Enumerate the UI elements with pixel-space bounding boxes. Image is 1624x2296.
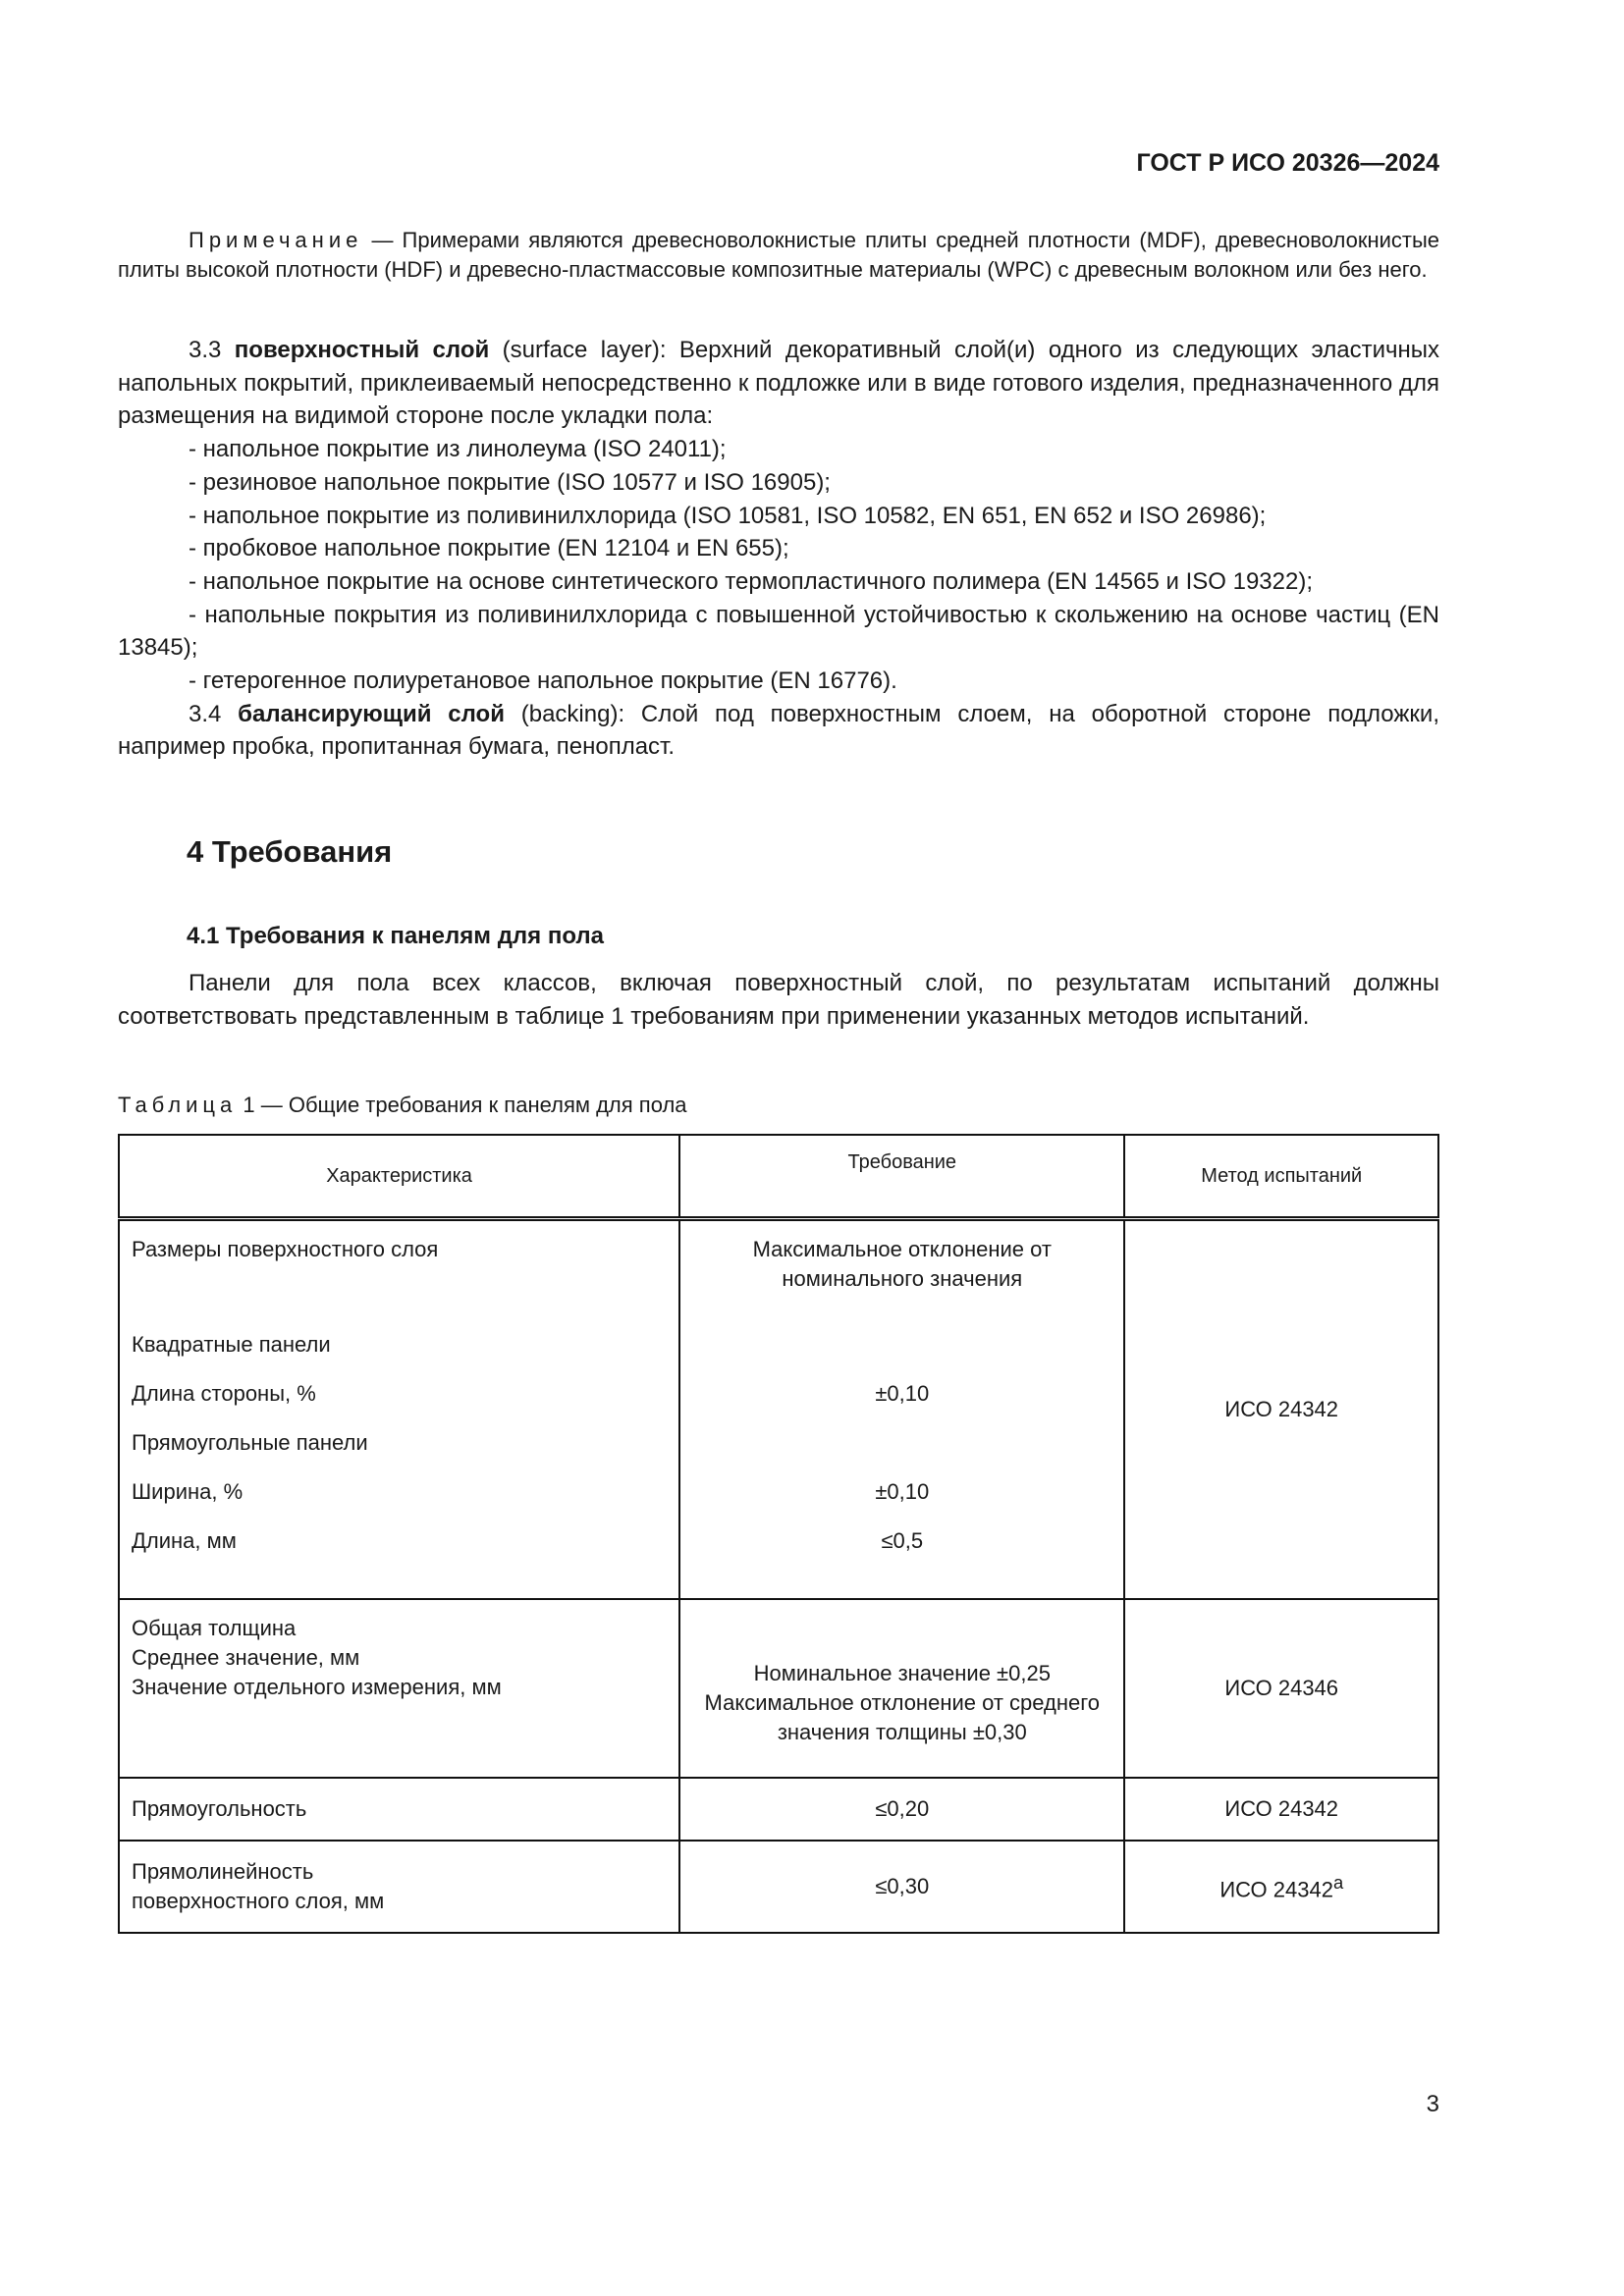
cell-text: Номинальное значение ±0,25: [753, 1661, 1051, 1685]
cell: [119, 1841, 679, 1933]
cell-text: Длина, мм: [132, 1528, 237, 1553]
cell-text: ≤0,5: [881, 1528, 924, 1553]
definition: (backing): Слой под поверхностным слоем, на оборотной стороне подложки, например пробка, пропитанная бумага, пенопласт.: [118, 700, 1439, 761]
list-item: - резиновое напольное покрытие (ISO 10577 и ISO 16905);: [189, 468, 831, 496]
cell: ИСО 24342: [1124, 1778, 1438, 1841]
list-item: - гетерогенное полиуретановое напольное покрытие (EN 16776).: [189, 667, 897, 695]
requirements-table: [118, 1134, 1439, 1934]
table-caption: [118, 1093, 687, 1118]
note-block: [118, 226, 1439, 285]
list-item: - напольные покрытия из поливинилхлорида с повышенной устойчивостью к скольжению на основе частиц (EN 13845);: [118, 601, 1439, 662]
column-header: Требование: [679, 1135, 1124, 1219]
table-row: [119, 1841, 1438, 1933]
clause-number: 3.3: [189, 337, 235, 363]
document-id: ГОСТ Р ИСО 20326—2024: [1136, 149, 1439, 177]
section-paragraph: [118, 967, 1439, 1033]
cell-text: Длина стороны, %: [132, 1381, 316, 1406]
cell-text: ±0,10: [875, 1381, 930, 1406]
cell: [119, 1599, 679, 1778]
list-item: - пробковое напольное покрытие (EN 12104 и EN 655);: [189, 535, 789, 562]
cell-text: [692, 1320, 1111, 1369]
cell: ≤0,30: [679, 1841, 1124, 1933]
list-item: - напольное покрытие из поливинилхлорида (ISO 10581, ISO 10582, EN 651, EN 652 и ISO 26986);: [189, 502, 1267, 529]
cell: ИСО 24346: [1124, 1599, 1438, 1778]
subsection-heading: 4.1 Требования к панелям для пола: [187, 923, 605, 949]
list-item: - напольное покрытие на основе синтетического термопластичного полимера (EN 14565 и ISO 19322);: [189, 567, 1314, 595]
cell-text: поверхностного слоя, мм: [132, 1889, 385, 1913]
clause-3-3: [118, 334, 1439, 764]
cell-text: Размеры поверхностного слоя: [132, 1237, 439, 1261]
cell-text: Среднее значение, мм: [132, 1645, 360, 1670]
caption-label: Таблица: [118, 1093, 238, 1117]
term: балансирующий слой: [238, 700, 505, 727]
table-row: [119, 1219, 1438, 1600]
cell-text: [692, 1418, 1111, 1468]
cell-text: Квадратные панели: [132, 1332, 331, 1357]
cell-text: ИСО 24342: [1219, 1877, 1333, 1902]
cell: ≤0,20: [679, 1778, 1124, 1841]
note-label: Примечание: [189, 228, 363, 252]
cell: [679, 1599, 1124, 1778]
table-header-row: [119, 1135, 1438, 1219]
column-header: Метод испытаний: [1124, 1135, 1438, 1219]
cell-text: ±0,10: [875, 1479, 930, 1504]
cell-text: Максимальное отклонение от среднего значения толщины ±0,30: [704, 1690, 1101, 1744]
cell-text: Значение отдельного измерения, мм: [132, 1675, 502, 1699]
column-header: Характеристика: [119, 1135, 679, 1219]
cell: Прямоугольность: [119, 1778, 679, 1841]
cell-text: Прямолинейность: [132, 1859, 314, 1884]
paragraph-text: Панели для пола всех классов, включая поверхностный слой, по результатам испытаний должны соответствовать представленным в таблице 1 требованиям при применении указанных методов испытаний.: [118, 970, 1439, 1030]
definition: (surface layer): Верхний декоративный слой(и) одного из следующих эластичных напольных покрытий, приклеиваемый непосредственно к подложке или в виде готового изделия, предназначенного для размещения на видимой стороне после укладки пола:: [118, 337, 1439, 430]
cell-text: Максимальное отклонение от номинального значения: [752, 1237, 1052, 1291]
cell: [679, 1219, 1124, 1600]
cell: [1124, 1841, 1438, 1933]
page-number: 3: [1426, 2091, 1439, 2117]
note-text: — Примерами являются древесноволокнистые плиты средней плотности (MDF), древесноволокнистые плиты высокой плотности (HDF) и древесно-пластмассовые композитные материалы (WPC) с древесным волокном или без него.: [118, 228, 1439, 282]
footnote-marker: a: [1332, 1872, 1344, 1894]
cell-text: Ширина, %: [132, 1479, 244, 1504]
clause-number: 3.4: [189, 700, 239, 727]
list-item: - напольное покрытие из линолеума (ISO 24011);: [189, 436, 727, 463]
cell-text: Общая толщина: [132, 1616, 297, 1640]
table-row: [119, 1599, 1438, 1778]
table-row: [119, 1778, 1438, 1841]
section-heading: 4 Требования: [187, 834, 393, 869]
cell: ИСО 24342: [1124, 1219, 1438, 1600]
cell: [119, 1219, 679, 1600]
caption-text: 1 — Общие требования к панелям для пола: [237, 1093, 687, 1117]
term: поверхностный слой: [234, 337, 490, 363]
cell-text: Прямоугольные панели: [132, 1430, 368, 1455]
